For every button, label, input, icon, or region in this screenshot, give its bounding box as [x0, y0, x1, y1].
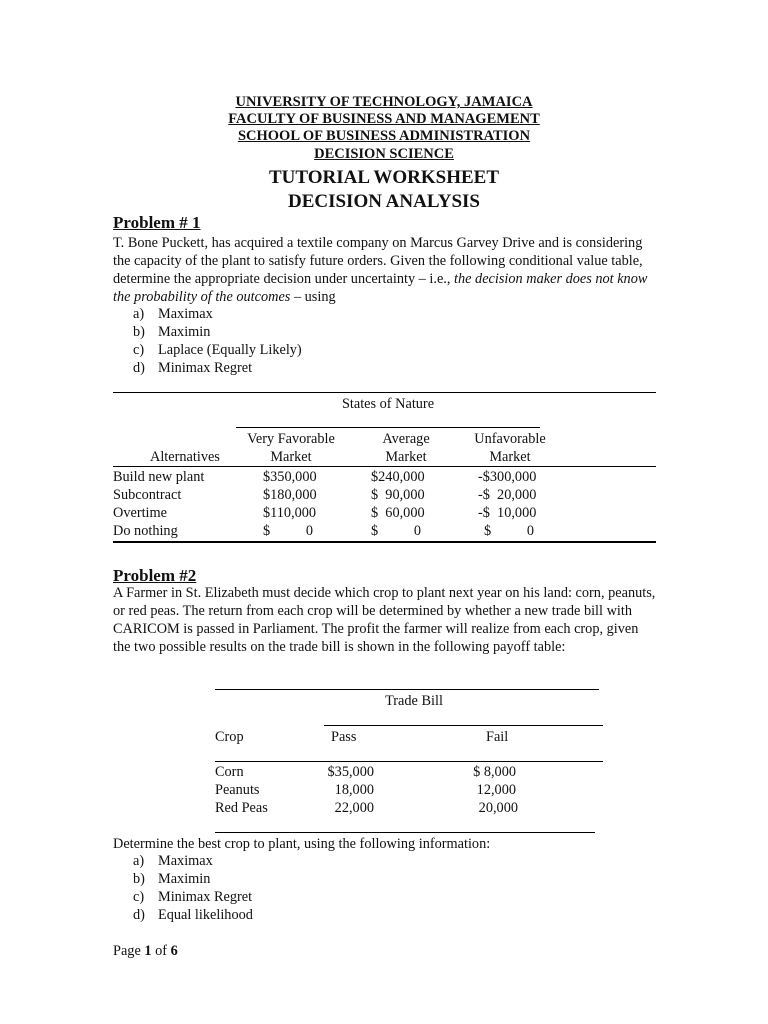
list-item — [133, 888, 253, 906]
row-label: Peanuts — [215, 782, 260, 798]
list-text: Maximax — [158, 306, 213, 322]
problem-1-options — [133, 305, 302, 377]
list-text: Minimax Regret — [158, 360, 253, 376]
table-top-rule — [113, 392, 656, 393]
col-header-average: Average — [382, 431, 430, 447]
col-header-very-favorable: Very Favorable — [247, 431, 335, 447]
cell-value: -$ 20,000 — [478, 487, 537, 503]
col-header-very-favorable-market: Market — [270, 449, 312, 465]
cell-value: $ 90,000 — [371, 487, 425, 503]
cell-value: -$300,000 — [478, 469, 537, 485]
trade-bill-rule — [324, 725, 603, 726]
cell-value: $ 0 — [484, 523, 535, 539]
course-name: DECISION SCIENCE — [314, 146, 454, 162]
cell-value: $ 60,000 — [371, 505, 425, 521]
row-label: Corn — [215, 764, 244, 780]
problem-1-text-part2: – using — [293, 289, 336, 305]
problem-2-question: Determine the best crop to plant, using the following information: — [113, 836, 491, 852]
list-item — [133, 870, 253, 888]
row-header-crop: Crop — [215, 729, 244, 745]
list-marker: d) — [133, 360, 145, 376]
university-name: UNIVERSITY OF TECHNOLOGY, JAMAICA — [235, 94, 533, 110]
list-marker: d) — [133, 907, 145, 923]
cell-value: 12,000 — [476, 782, 516, 798]
col-header-unfavorable-market: Market — [489, 449, 531, 465]
row-label: Overtime — [113, 505, 167, 521]
problem-1-heading: Problem # 1 — [113, 213, 201, 232]
col-header-average-market: Market — [385, 449, 427, 465]
row-header-alternatives: Alternatives — [150, 449, 220, 465]
cell-value: 22,000 — [334, 800, 374, 816]
list-marker: b) — [133, 871, 145, 887]
problem-1-text-part1: T. Bone Puckett, has acquired a textile company on Marcus Garvey Drive and is considering the capacity of the plant to satisfy future orders. Given the following conditional value table, determine the appropriate decision under uncertainty – i.e., — [113, 235, 643, 287]
list-item — [133, 852, 253, 870]
page-total: 6 — [170, 943, 178, 959]
list-item — [133, 359, 302, 377]
problem-2-options — [133, 852, 253, 924]
row-label: Red Peas — [215, 800, 268, 816]
list-marker: c) — [133, 889, 145, 905]
cell-value: $ 0 — [371, 523, 422, 539]
list-item — [133, 305, 302, 323]
cell-value: $110,000 — [263, 505, 317, 521]
list-marker: a) — [133, 306, 145, 322]
cell-value: $240,000 — [371, 469, 425, 485]
list-text: Maximin — [158, 871, 211, 887]
table-top-rule — [215, 689, 599, 690]
page-number: 1 — [144, 943, 152, 959]
row-label: Subcontract — [113, 487, 182, 503]
list-item — [133, 906, 253, 924]
cell-value: 18,000 — [334, 782, 374, 798]
states-of-nature-header: States of Nature — [341, 396, 435, 412]
table-bottom-rule — [113, 541, 656, 543]
table-header-rule — [215, 761, 603, 762]
col-header-pass: Pass — [331, 729, 357, 745]
problem-2-text: A Farmer in St. Elizabeth must decide which crop to plant next year on his land: corn, peanuts, or red peas. The return from each crop will be determined by whether a new trade bill with CARICOM is passed in Parliament. The profit the farmer will realize from each crop, given the two possible results on the trade bill is shown in the following payoff table: — [113, 585, 656, 655]
table-bottom-rule — [215, 832, 595, 833]
cell-value: $350,000 — [263, 469, 317, 485]
table-header-rule — [113, 466, 656, 467]
col-header-unfavorable: Unfavorable — [474, 431, 546, 447]
school-name: SCHOOL OF BUSINESS ADMINISTRATION — [237, 128, 531, 144]
worksheet-subtitle: DECISION ANALYSIS — [287, 191, 480, 212]
col-header-fail: Fail — [486, 729, 509, 745]
cell-value: -$ 10,000 — [478, 505, 537, 521]
list-text: Minimax Regret — [158, 889, 253, 905]
list-text: Equal likelihood — [158, 907, 253, 923]
page-of-label: of — [155, 943, 168, 959]
list-marker: c) — [133, 342, 145, 358]
page-label: Page — [113, 943, 141, 959]
list-text: Maximin — [158, 324, 211, 340]
problem-1-text-italic: the decision maker does not know the probability of the outcomes — [113, 271, 648, 305]
states-of-nature-rule — [236, 427, 540, 428]
page-footer — [113, 942, 178, 960]
list-marker: a) — [133, 853, 145, 869]
trade-bill-header: Trade Bill — [385, 693, 443, 709]
list-item — [133, 341, 302, 359]
list-item — [133, 323, 302, 341]
worksheet-title: TUTORIAL WORKSHEET — [268, 167, 499, 188]
cell-value: $ 8,000 — [473, 764, 516, 780]
list-text: Laplace (Equally Likely) — [158, 342, 302, 358]
row-label: Do nothing — [113, 523, 178, 539]
cell-value: $35,000 — [327, 764, 374, 780]
faculty-name: FACULTY OF BUSINESS AND MANAGEMENT — [228, 111, 540, 127]
row-label: Build new plant — [113, 469, 205, 485]
cell-value: 20,000 — [478, 800, 518, 816]
list-marker: b) — [133, 324, 145, 340]
problem-2-heading: Problem #2 — [113, 566, 197, 585]
cell-value: $180,000 — [263, 487, 317, 503]
list-text: Maximax — [158, 853, 213, 869]
cell-value: $ 0 — [263, 523, 314, 539]
problem-1-text — [113, 234, 658, 306]
